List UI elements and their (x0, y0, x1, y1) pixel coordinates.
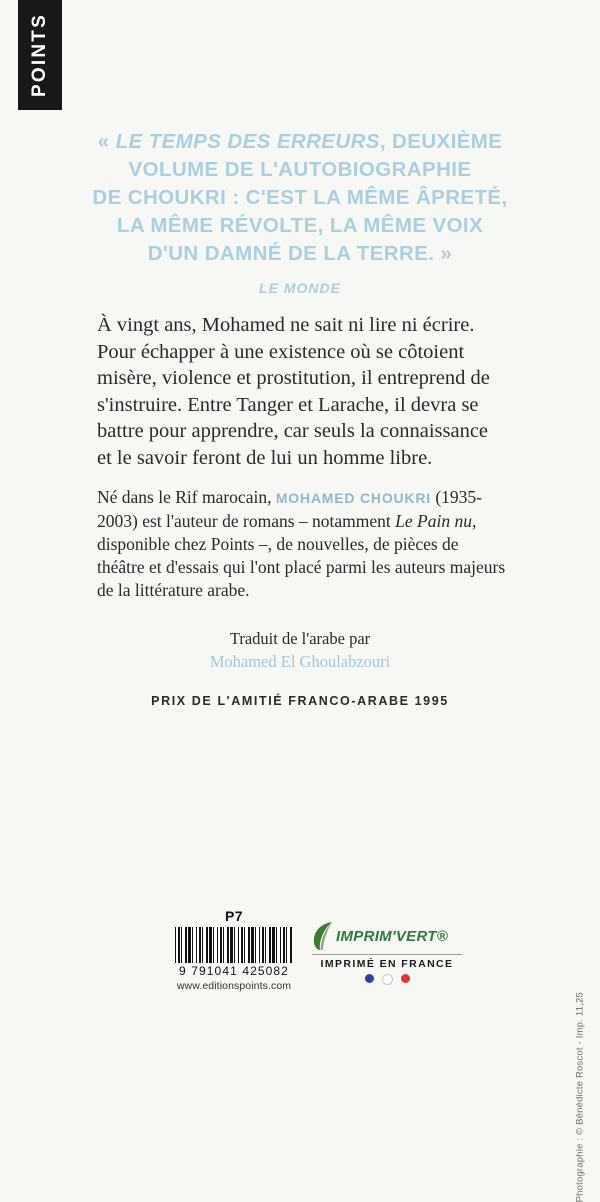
quote-book-title: LE TEMPS DES ERREURS (115, 130, 380, 153)
isbn-digits: 9 791041 425082 (179, 964, 289, 978)
leaf-icon (312, 921, 334, 951)
publisher-url[interactable]: www.editionspoints.com (176, 980, 292, 992)
french-flag-dots (312, 974, 462, 985)
quote-line-4: LA MÊME RÉVOLTE, LA MÊME VOIX (116, 214, 484, 237)
author-bio (97, 486, 509, 602)
translator-name: Mohamed El Ghoulabzouri (209, 652, 391, 671)
quote-line-1-rest: , DEUXIÈME (379, 130, 503, 153)
imprimvert-logo (312, 920, 462, 985)
quote-line-2: VOLUME DE L'AUTOBIOGRAPHIE (128, 158, 472, 181)
quote-text (70, 128, 530, 268)
barcode-icon (175, 927, 293, 963)
flag-dot-blue (365, 974, 374, 983)
translation-label: Traduit de l'arabe par (229, 629, 371, 648)
bio-part-3: , disponible chez Points –, de nouvelles, de pièces de théâtre et d'essais qui l'ont placé parmi les auteurs majeurs de la littérature arabe. (97, 511, 506, 600)
imprimvert-top-row (312, 920, 462, 952)
flag-dot-white (382, 974, 393, 985)
translation-credit (0, 628, 600, 672)
press-quote (70, 128, 530, 296)
quote-line-1-open: « (97, 130, 116, 153)
photo-credit: Photographie : © Bénédicte Roscot - Imp. 11,25 (574, 992, 585, 1202)
flag-dot-red (401, 974, 410, 983)
catalogue-code: P7 (224, 908, 244, 924)
publisher-logo-label: POINTS (29, 13, 50, 97)
imprimvert-name: IMPRIM'VERT® (336, 927, 449, 945)
author-name: MOHAMED CHOUKRI (275, 490, 431, 506)
bio-part-2: est l'auteur de romans – notamment (137, 511, 396, 531)
bio-lead: Né dans le Rif marocain, (97, 487, 276, 507)
book-blurb: À vingt ans, Mohamed ne sait ni lire ni écrire. Pour échapper à une existence où se côtoient misère, violence et prostitution, il entreprend de s'instruire. Entre Tanger et Larache, il devra se battre pour apprendre, car seuls la connaissance et le savoir feront de lui un homme libre. (97, 314, 490, 469)
prize-line: PRIX DE L'AMITIÉ FRANCO-ARABE 1995 (151, 694, 449, 708)
quote-line-3: DE CHOUKRI : C'EST LA MÊME ÂPRETÉ, (92, 186, 508, 209)
printed-in-france-label: IMPRIMÉ EN FRANCE (320, 958, 454, 970)
related-work-title: Le Pain nu (395, 511, 472, 531)
barcode-block (172, 908, 296, 992)
author-dates: (1935-2003) (97, 487, 482, 531)
quote-source: LE MONDE (259, 280, 341, 296)
publisher-logo (18, 0, 62, 110)
imprimvert-divider (312, 954, 462, 955)
quote-line-5: D'UN DAMNÉ DE LA TERRE. » (147, 242, 453, 265)
